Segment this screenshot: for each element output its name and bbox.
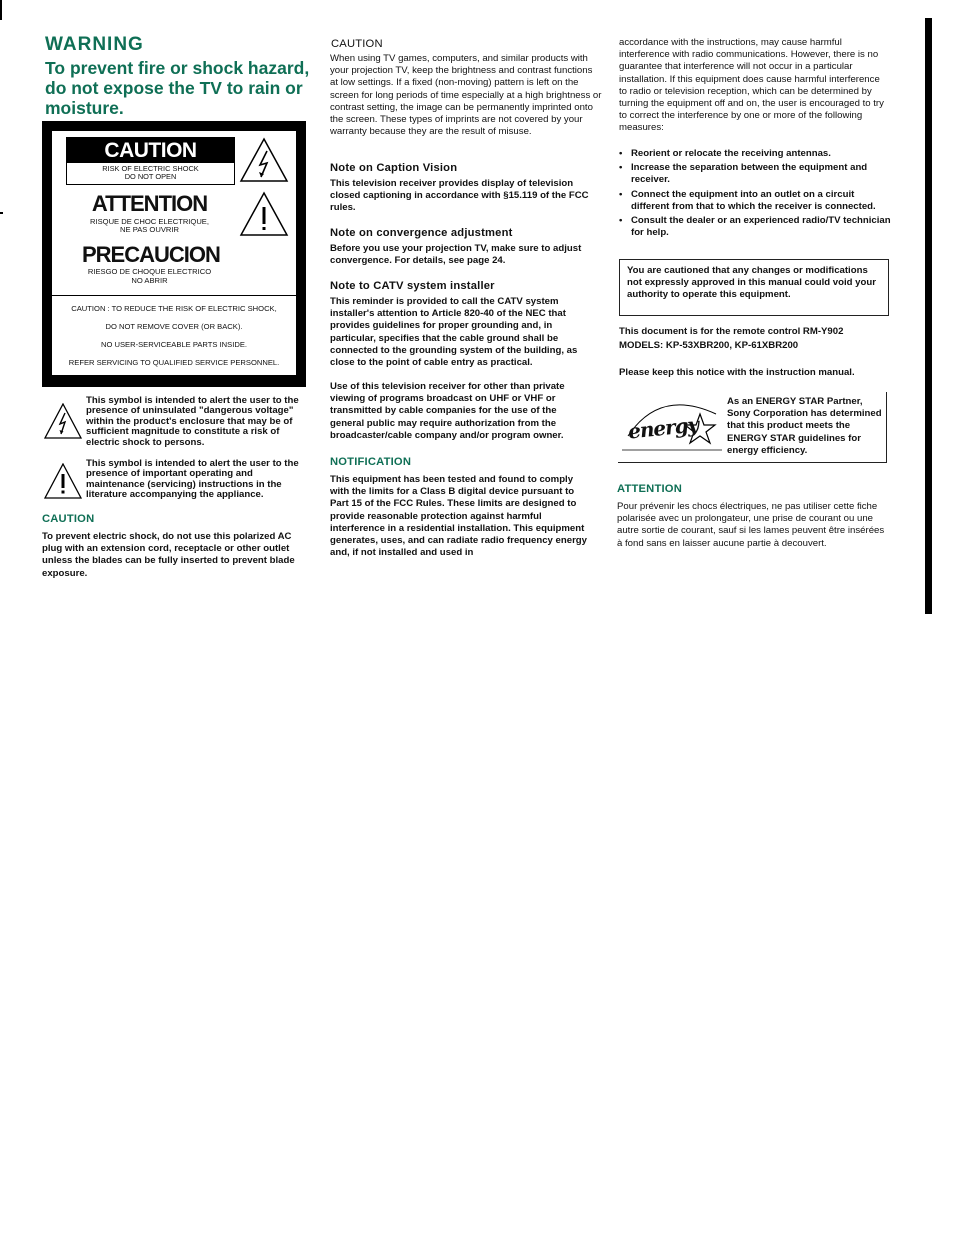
caution-big-label: CAUTION	[67, 138, 234, 163]
label-inner-line-3: NO USER-SERVICEABLE PARTS INSIDE.	[100, 340, 247, 349]
notification-text: This equipment has been tested and found to comply with the limits for a Class B digital device pursuant to Part 15 of the FCC Rules. These limits are designed to provide reasonable protection against harmful interference in a residential installation. This equipment generates, uses, and can radiate radio frequency energy and, if not installed and used in	[330, 474, 587, 559]
mid-caution-heading: CAUTION	[331, 38, 383, 50]
voltage-symbol-icon	[44, 403, 82, 439]
left-edge-tick	[0, 212, 3, 214]
exclamation-triangle-icon	[239, 191, 289, 237]
precaucion-big-label: PRECAUCION	[82, 242, 220, 267]
cautioned-text: You are cautioned that any changes or modifications not expressly approved in this manual could void your authority to operate this equipment.	[627, 265, 876, 301]
attention-small-2: NE PAS OUVRIR	[120, 225, 179, 234]
label-lower-panel	[52, 295, 296, 375]
label-inner-line-2: DO NOT REMOVE COVER (OR BACK).	[105, 322, 243, 331]
exclaim-symbol-text: This symbol is intended to alert the user to the presence of important operating and maintenance (servicing) instructions in the literature accompanying the appliance.	[86, 458, 299, 501]
left-caution-heading: CAUTION	[42, 513, 95, 525]
left-edge-mark	[0, 0, 2, 20]
exclaim-symbol-icon	[44, 463, 82, 499]
warning-title: WARNING	[45, 34, 144, 55]
caption-vision-text: This television receiver provides display of television closed captioning in accordance with §15.119 of the FCC rules.	[330, 178, 589, 214]
convergence-heading: Note on convergence adjustment	[330, 227, 513, 239]
warning-subtitle: To prevent fire or shock hazard, do not expose the TV to rain or moisture.	[45, 58, 310, 118]
models-text: MODELS: KP-53XBR200, KP-61XBR200	[619, 340, 799, 351]
left-caution-text: To prevent electric shock, do not use this polarized AC plug with an extension cord, receptacle or other outlet unless the blades can be fully inserted to prevent blade exposure.	[42, 531, 295, 579]
attention-big-label: ATTENTION	[91, 191, 208, 216]
energy-star-logo-text: energy	[626, 412, 700, 444]
precaucion-small-2: NO ABRIR	[131, 276, 168, 285]
caption-vision-heading: Note on Caption Vision	[330, 162, 458, 174]
warning-label	[42, 121, 306, 387]
attention-text: Pour prévenir les chocs électriques, ne pas utiliser cette fiche polarisée avec un prolongateur, une prise de courant ou une autre sortie de courant, sauf si les lames peuvent être insérées à fond sans en laisser aucune partie à decouvert.	[617, 501, 885, 549]
convergence-text: Before you use your projection TV, make sure to adjust convergence. For details, see page 24.	[330, 243, 582, 267]
remote-control-text: This document is for the remote control RM-Y902	[619, 326, 844, 337]
catv-text: This reminder is provided to call the CATV system installer's attention to Article 820-40 of the NEC that provides guidelines for proper grounding and, in particular, specifies that the cable ground shall be connected to the grounding system of the building, as close to the point of cable entry as practical.	[330, 296, 578, 369]
label-inner-line-1: CAUTION : TO REDUCE THE RISK OF ELECTRIC SHOCK,	[71, 304, 277, 313]
voltage-symbol-text: This symbol is intended to alert the user to the presence of uninsulated "dangerous voltage" within the product's enclosure that may be of sufficient magnitude to constitute a risk of electric shock to persons.	[86, 395, 299, 448]
cautioned-box	[619, 259, 889, 316]
label-upper-panel	[52, 131, 296, 303]
energy-star-box	[618, 392, 887, 463]
precaucion-small-1: RIESGO DE CHOQUE ELECTRICO	[87, 267, 212, 276]
notification-heading: NOTIFICATION	[330, 456, 412, 468]
attention-heading: ATTENTION	[617, 483, 682, 495]
catv-heading: Note to CATV system installer	[330, 280, 495, 292]
measures-list	[617, 148, 891, 241]
mid-caution-text: When using TV games, computers, and similar products with your projection TV, keep the brightness and contrast functions at low settings. If a fixed (non-moving) pattern is left on the screen for long periods of time especially at a high brightness or contrast setting, the image can be permanently imprinted onto the screen. These types of imprints are not covered by your warranty because they are the result of misuse.	[330, 53, 602, 138]
interference-text: accordance with the instructions, may cause harmful interference with radio communications. However, there is no guarantee that interference will not occur in a particular installation. If this equipment does cause harmful interference to radio or television reception, which can be determined by turning the equipment off and on, the user is encouraged to try to correct the interference by one or more of the following measures:	[619, 37, 884, 134]
energy-star-text: As an ENERGY STAR Partner, Sony Corporation has determined that this product meets the ENERGY STAR guidelines for energy efficiency.	[727, 396, 882, 456]
attention-small-1: RISQUE DE CHOC ELECTRIQUE,	[90, 217, 209, 226]
measure-item: • Reorient or relocate the receiving antennas.	[617, 148, 891, 160]
label-inner-line-4: REFER SERVICING TO QUALIFIED SERVICE PERSONNEL.	[68, 358, 280, 367]
measure-item: • Consult the dealer or an experienced radio/TV technician for help.	[617, 215, 891, 239]
lightning-triangle-icon	[239, 137, 289, 183]
measure-item: • Connect the equipment into an outlet on a circuit different from that to which the receiver is connected.	[617, 189, 891, 213]
private-viewing-text: Use of this television receiver for other than private viewing of programs broadcast on UHF or VHF or transmitted by cable companies for the use of the general public may require authorization from the broadcaster/cable company and/or program owner.	[330, 381, 565, 441]
keep-notice-text: Please keep this notice with the instruction manual.	[619, 367, 855, 378]
caution-small-2: DO NOT OPEN	[124, 172, 177, 181]
caution-block	[66, 137, 235, 185]
measure-item: • Increase the separation between the equipment and receiver.	[617, 162, 891, 186]
right-edge-bar	[925, 18, 932, 614]
caution-small-1: RISK OF ELECTRIC SHOCK	[102, 164, 199, 173]
